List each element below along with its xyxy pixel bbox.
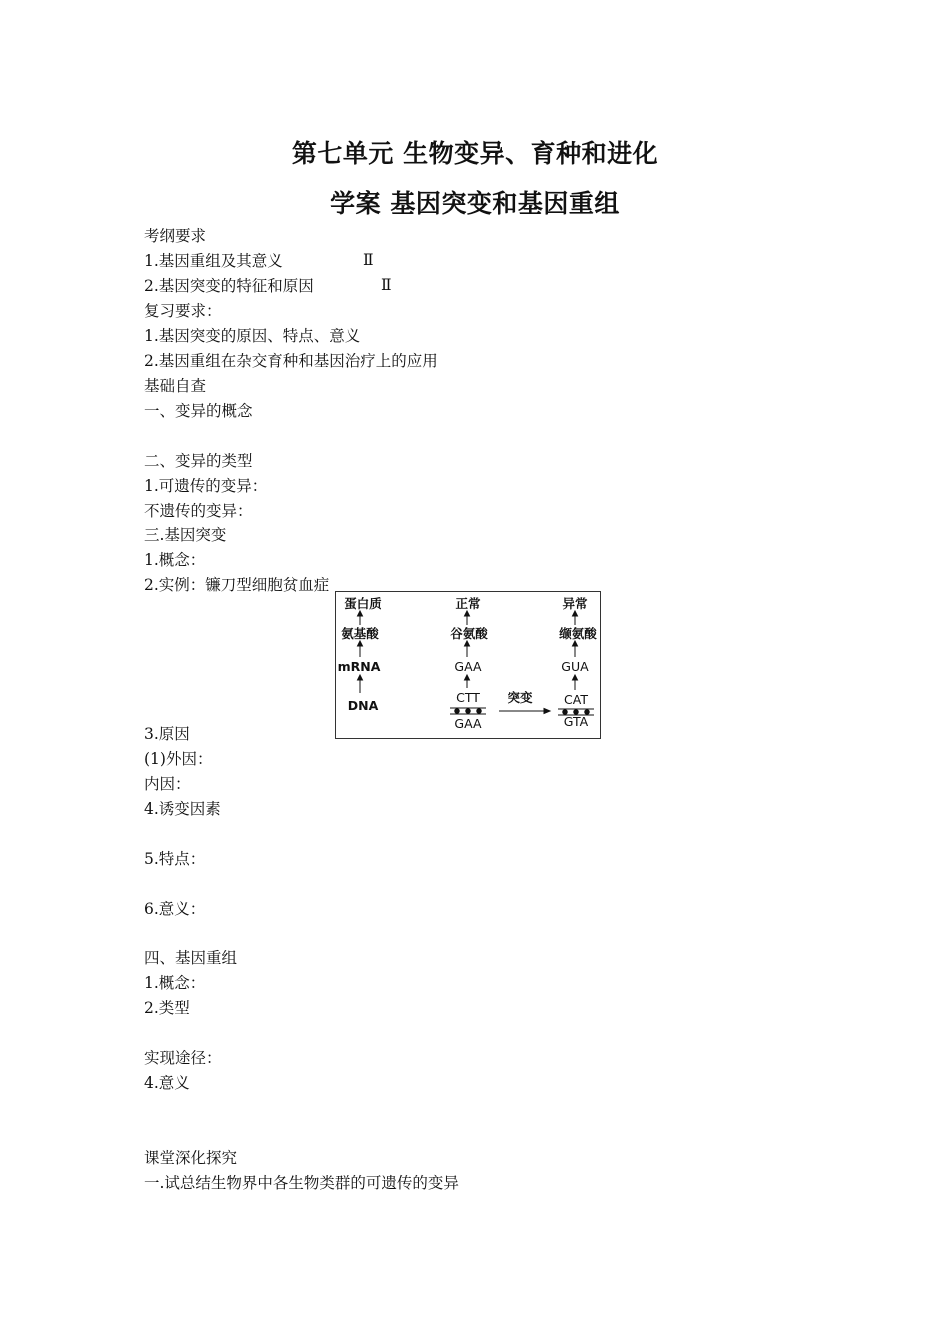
text-line: 基础自查	[144, 377, 207, 395]
diagram-dna-bottom-mutant: GTA	[563, 714, 589, 729]
diagram-dna: DNA	[347, 698, 379, 713]
text-line: (1)外因：	[144, 750, 213, 768]
text-line: 内因：	[144, 775, 191, 793]
diagram-dna-bottom-normal: GAA	[454, 716, 482, 731]
level-mark: Ⅱ	[381, 276, 392, 294]
text-line: 4.诱变因素	[144, 800, 221, 818]
text-line: 三.基因突变	[144, 526, 227, 544]
level-mark: Ⅱ	[363, 251, 374, 269]
text-line: 4.意义	[144, 1074, 190, 1092]
arrows-col1	[358, 611, 363, 693]
diagram-codon-mutant: GUA	[561, 659, 589, 674]
unit-title: 第七单元 生物变异、育种和进化	[291, 139, 659, 168]
dna-strands-normal	[450, 708, 486, 714]
text-line: 实现途径：	[144, 1049, 222, 1067]
text-line: 考纲要求	[144, 227, 207, 245]
diagram-val: 缬氨酸	[559, 626, 597, 641]
text-line: 复习要求：	[144, 302, 222, 320]
text-line: 6.意义：	[144, 900, 206, 918]
diagram-amino-acid: 氨基酸	[341, 626, 379, 641]
diagram-protein: 蛋白质	[344, 596, 382, 611]
text-line: 一.试总结生物界中各生物类群的可遗传的变异	[144, 1174, 459, 1192]
arrows-col3	[573, 611, 578, 690]
text-line: 1.基因突变的原因、特点、意义	[144, 327, 361, 345]
text-line: 1.可遗传的变异：	[144, 477, 268, 495]
mutation-arrow	[499, 709, 550, 714]
diagram-abnormal: 异常	[562, 596, 588, 611]
sickle-cell-diagram	[335, 591, 601, 739]
diagram-codon-normal: GAA	[454, 659, 482, 674]
text-line: 1.概念：	[144, 551, 206, 569]
dna-strands-mutant	[558, 709, 594, 715]
text-line: 2.基因突变的特征和原因	[144, 277, 314, 295]
text-line: 课堂深化探究	[144, 1149, 238, 1167]
diagram-dna-top-mutant: CAT	[564, 692, 588, 707]
diagram-mrna: mRNA	[337, 659, 381, 674]
text-line: 3.原因	[144, 725, 190, 743]
arrows-col2	[465, 611, 470, 688]
text-line: 2.基因重组在杂交育种和基因治疗上的应用	[144, 352, 438, 370]
text-line: 2.实例：镰刀型细胞贫血症	[144, 576, 330, 594]
text-line: 一、变异的概念	[144, 402, 253, 420]
text-line: 不遗传的变异：	[144, 502, 253, 520]
text-line: 1.概念：	[144, 974, 206, 992]
text-line: 1.基因重组及其意义	[144, 252, 283, 270]
mutation-label: 突变	[507, 690, 533, 705]
diagram-glu: 谷氨酸	[450, 626, 488, 641]
text-line: 二、变异的类型	[144, 452, 253, 470]
diagram-normal: 正常	[455, 596, 481, 611]
text-line: 四、基因重组	[144, 949, 238, 967]
text-line: 2.类型	[144, 999, 190, 1017]
diagram-dna-top-normal: CTT	[456, 690, 480, 705]
lesson-title: 学案 基因突变和基因重组	[330, 189, 620, 218]
text-line: 5.特点：	[144, 850, 206, 868]
